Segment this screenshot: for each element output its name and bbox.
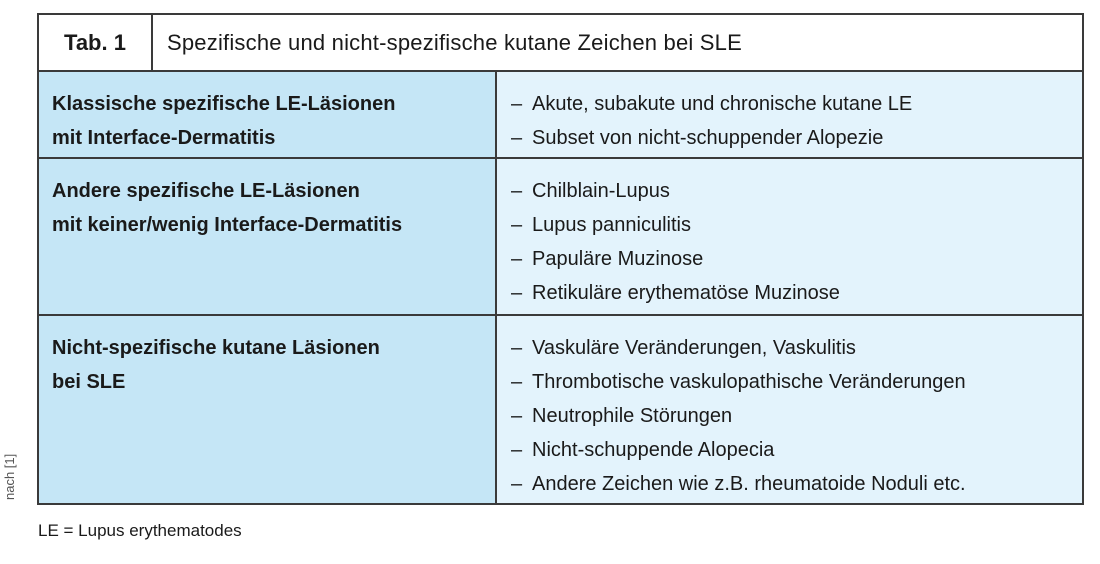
list-item — [511, 365, 1082, 399]
list-item — [511, 467, 1082, 501]
dash-bullet: – — [511, 180, 523, 202]
list-item — [511, 208, 1082, 242]
dash-bullet: – — [511, 405, 523, 427]
list-item — [511, 331, 1082, 365]
list-item-text: Andere Zeichen wie z.B. rheumatoide Noduli etc. — [532, 473, 966, 495]
list-item-text: Thrombotische vaskulopathische Veränderungen — [532, 371, 966, 393]
list-item-text: Lupus panniculitis — [532, 214, 691, 236]
category-cell — [39, 72, 497, 157]
items-cell — [497, 159, 1082, 314]
dash-bullet: – — [511, 439, 523, 461]
table-row — [39, 159, 1082, 316]
list-item-text: Retikuläre erythematöse Muzinose — [532, 282, 840, 304]
list-item-text: Papuläre Muzinose — [532, 248, 704, 270]
dash-bullet: – — [511, 282, 523, 304]
list-item-text: Chilblain-Lupus — [532, 180, 670, 202]
items-cell — [497, 72, 1082, 157]
category-line: Klassische spezifische LE-Läsionen — [52, 93, 396, 115]
dash-bullet: – — [511, 248, 523, 270]
list-item — [511, 276, 1082, 310]
dash-bullet: – — [511, 473, 523, 495]
table-row — [39, 72, 1082, 159]
category-cell — [39, 159, 497, 314]
dash-bullet: – — [511, 214, 523, 236]
dash-bullet: – — [511, 93, 523, 115]
table — [37, 13, 1084, 505]
items-cell — [497, 316, 1082, 503]
source-note: nach [1] — [2, 453, 17, 500]
list-item-text: Subset von nicht-schuppender Alopezie — [532, 127, 884, 149]
list-item — [511, 433, 1082, 467]
list-item — [511, 399, 1082, 433]
list-item — [511, 242, 1082, 276]
list-item-text: Vaskuläre Veränderungen, Vaskulitis — [532, 337, 856, 359]
category-line: bei SLE — [52, 371, 126, 393]
table-title-row — [39, 15, 1082, 72]
dash-bullet: – — [511, 337, 523, 359]
dash-bullet: – — [511, 127, 523, 149]
category-line: mit keiner/wenig Interface-Dermatitis — [52, 214, 403, 236]
list-item-text: Neutrophile Störungen — [532, 405, 733, 427]
list-item — [511, 174, 1082, 208]
list-item — [511, 121, 1082, 155]
footnote: LE = Lupus erythematodes — [38, 521, 242, 540]
category-line: Nicht-spezifische kutane Läsionen — [52, 337, 380, 359]
table-title: Spezifische und nicht-spezifische kutane Zeichen bei SLE — [167, 29, 742, 55]
category-line: Andere spezifische LE-Läsionen — [52, 180, 360, 202]
category-line: mit Interface-Dermatitis — [52, 127, 276, 149]
list-item-text: Nicht-schuppende Alopecia — [532, 439, 775, 461]
table-row — [39, 316, 1082, 503]
list-item — [511, 87, 1082, 121]
category-cell — [39, 316, 497, 503]
list-item-text: Akute, subakute und chronische kutane LE — [532, 93, 913, 115]
dash-bullet: – — [511, 371, 523, 393]
table-number: Tab. 1 — [39, 15, 153, 70]
